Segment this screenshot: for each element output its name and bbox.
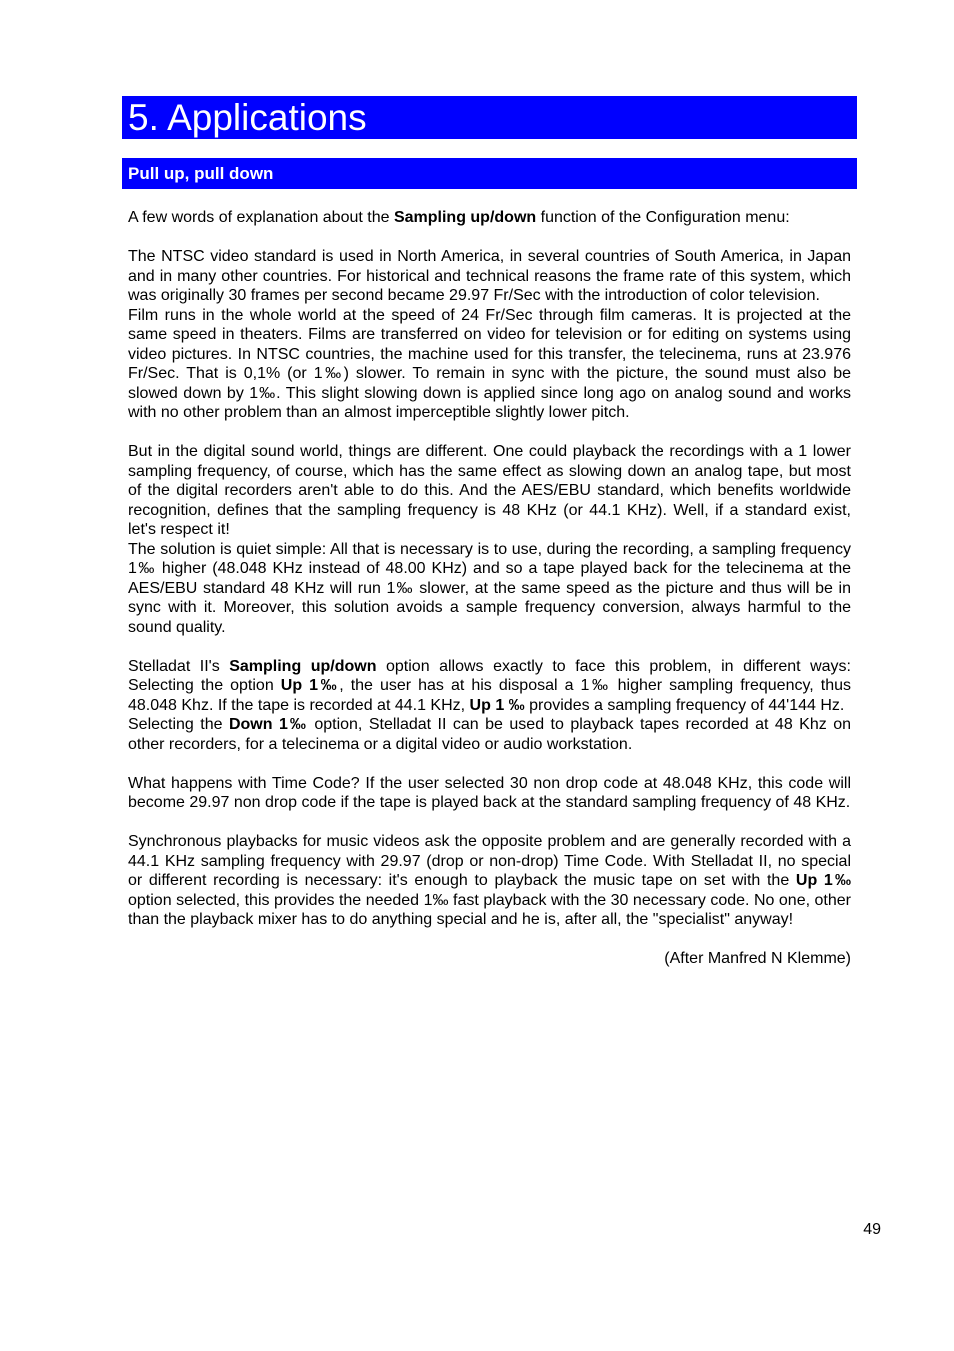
timecode-paragraph: What happens with Time Code? If the user selected 30 non drop code at 48.048 KHz, this code will become 29.97 non drop code if the tape is played back at the standard sampling frequency of 48 KHz. bbox=[128, 774, 851, 811]
down-option-paragraph: Selecting the Down 1‰ option, Stelladat II can be used to playback tapes recorded at 48 Khz on other recorders, for a telecinema or a digital video or audio workstation. bbox=[128, 716, 852, 753]
chapter-title: 5. Applications bbox=[128, 97, 367, 138]
attribution: (After Manfred N Klemme) bbox=[664, 950, 851, 967]
intro-paragraph: A few words of explanation about the Sampling up/down function of the Configuration menu: bbox=[128, 209, 790, 226]
body-text bbox=[128, 208, 851, 988]
page-number: 49 bbox=[863, 1221, 881, 1238]
sync-playback-paragraph: Synchronous playbacks for music videos ask the opposite problem and are generally recorded with a 44.1 KHz sampling frequency with 29.97 (drop or non-drop) Time Code. With Stelladat II, no special or different recording is necessary: it's enough to playback the music tape on set with the Up 1‰ option selected, this provides the needed 1‰ fast playback with the 30 necessary code. No one, other than the playback mixer has to do anything special and he is, after all, the "specialist" anyway! bbox=[128, 833, 852, 928]
stelladat-paragraph: Stelladat II's Sampling up/down option allows exactly to face this problem, in different ways: Selecting the option Up 1‰, the user has at his disposal a 1‰ higher sampling frequency, thus 48.048 Khz. If the tape is recorded at 44.1 KHz, Up 1 ‰ provides a sampling frequency of 44'144 Hz. bbox=[128, 657, 851, 714]
film-paragraph: Film runs in the whole world at the speed of 24 Fr/Sec through film cameras. It is projected at the same speed in theaters. Films are transferred on video for television or for editing on systems using video pictures. In NTSC countries, the machine used for this transfer, the telecinema, runs at 23.976 Fr/Sec. That is 0,1% (or 1‰) slower. To remain in sync with the picture, the sound must also be slowed down by 1‰. This slight slowing down is applied since long ago on analog sound and works with no other problem than an almost imperceptible slightly lower pitch. bbox=[128, 306, 851, 421]
chapter-heading-bar bbox=[122, 96, 857, 139]
digital-paragraph: But in the digital sound world, things are different. One could playback the recordings with a 1 lower sampling frequency, of course, which has the same effect as slowing down an analog tape, but most of the digital recorders aren't able to do this. And the AES/EBU standard, which benefits worldwide recognition, defines that the sampling frequency is 48 KHz (or 44.1 KHz). Well, if a standard exist, let's respect it! bbox=[128, 443, 851, 538]
ntsc-paragraph: The NTSC video standard is used in North America, in several countries of South America, in Japan and in many other countries. For historical and technical reasons the frame rate of this system, which was originally 30 frames per second became 29.97 Fr/Sec with the introduction of color television. bbox=[128, 248, 851, 304]
section-heading-bar bbox=[122, 158, 857, 189]
solution-paragraph: The solution is quiet simple: All that is necessary is to use, during the recording, a sampling frequency 1‰ higher (48.048 KHz instead of 48.00 KHz) and so a tape played back for the telecinema at the AES/EBU standard 48 KHz will run 1‰ slower, at the same speed as the picture and thus will be in sync with it. Moreover, this solution avoids a sample frequency conversion, always harmful to the sound quality. bbox=[128, 540, 851, 636]
section-title: Pull up, pull down bbox=[128, 164, 274, 183]
